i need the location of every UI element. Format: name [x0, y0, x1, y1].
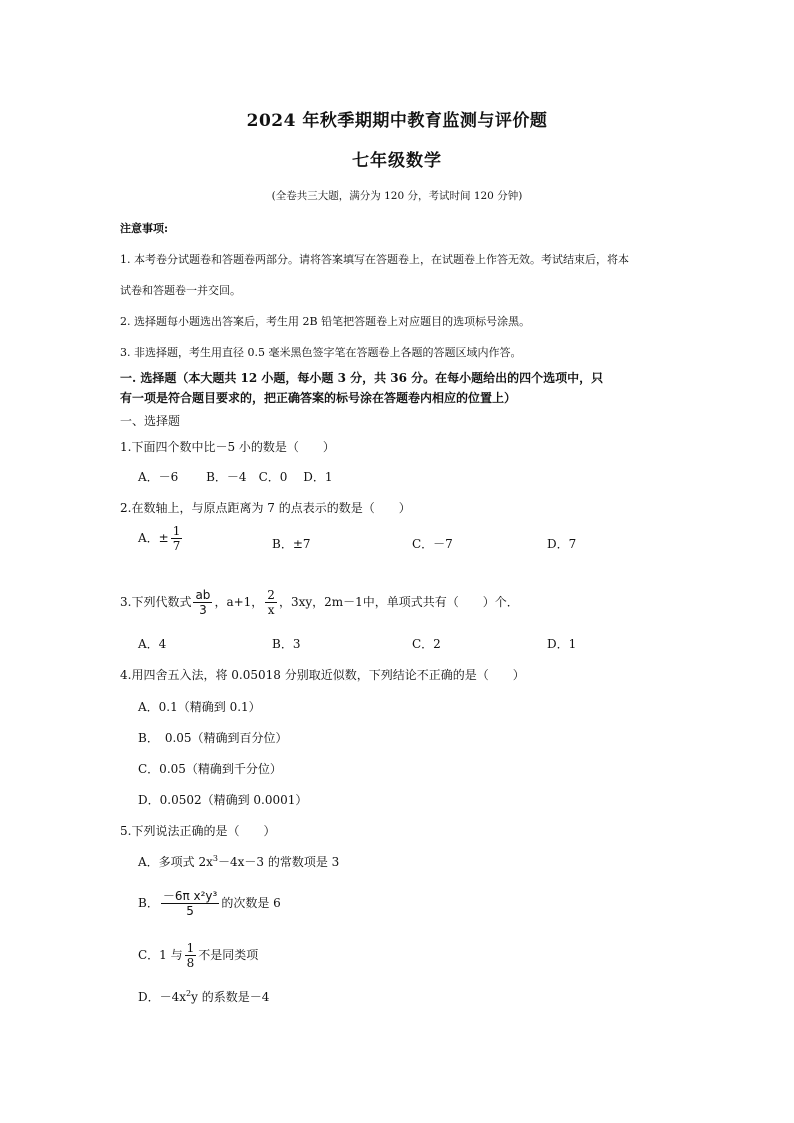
q5-a-post: －4x－3 的常数项是 3: [217, 855, 340, 869]
q5-option-b: [138, 890, 281, 917]
q5-b-pre: B．: [138, 896, 159, 910]
q5-b-post: 的次数是 6: [221, 896, 281, 910]
q2-stem: 2.在数轴上，与原点距离为 7 的点表示的数是（ ）: [120, 501, 411, 515]
q3-f2-numerator: 2: [267, 588, 275, 602]
note-item-3: 3. 非选择题，考生用直径 0.5 毫米黑色签字笔在答题卷上各题的答题区域内作答。: [120, 346, 522, 359]
q3-prefix: 3.下列代数式: [120, 595, 192, 609]
note-item-1-cont: 试卷和答题卷一并交回。: [120, 284, 241, 297]
section-heading-line2: 有一项是符合题目要求的，把正确答案的标号涂在答题卷内相应的位置上）: [120, 391, 517, 405]
q3-f1-denominator: 3: [199, 603, 207, 617]
q2-option-d: D．7: [547, 537, 577, 551]
q3-option-c: C．2: [412, 637, 441, 651]
notes-heading: 注意事项:: [120, 222, 169, 235]
exam-info: (全卷共三大题，满分为 120 分，考试时间 120 分钟): [271, 190, 523, 202]
q3-f2-denominator: x: [267, 603, 275, 617]
q1-options: A．－6 B．－4 C．0 D．1: [138, 470, 333, 484]
q4-option-c: C．0.05（精确到千分位）: [138, 762, 282, 776]
q5-option-a: [138, 853, 339, 870]
q2-a-numerator: 1: [172, 524, 181, 538]
q5-option-d: [138, 988, 269, 1005]
q5-b-numerator: －6π x²y³: [162, 889, 218, 903]
section-subheading: 一、选择题: [120, 414, 181, 428]
q5-d-post: y 的系数是－4: [191, 990, 270, 1004]
q5-c-fraction: [185, 942, 197, 969]
q5-c-denominator: 8: [186, 956, 195, 970]
page-title: 2024 年秋季期期中教育监测与评价题: [246, 111, 548, 131]
q5-d-pre: D．－4x: [138, 990, 187, 1004]
q5-d-exponent: 2: [186, 989, 192, 998]
q4-option-a: A．0.1（精确到 0.1）: [138, 700, 261, 714]
q3-option-a: A．4: [138, 637, 167, 651]
q3-fraction-ab-3: [193, 589, 212, 616]
q5-a-pre: A．多项式 2x: [138, 855, 213, 869]
q5-a-exponent: 3: [212, 854, 218, 863]
q5-c-post: 不是同类项: [198, 948, 259, 962]
section-heading-line1: 一. 选择题（本大题共 12 小题，每小题 3 分，共 36 分。在每小题给出的四个选项中，只: [120, 371, 604, 385]
q5-b-denominator: 5: [186, 904, 194, 918]
q2-option-a-label: A．±: [138, 531, 169, 545]
q5-stem: 5.下列说法正确的是（ ）: [120, 824, 276, 838]
q3-f1-numerator: ab: [195, 588, 211, 602]
q4-option-d: D．0.0502（精确到 0.0001）: [138, 793, 308, 807]
q2-a-denominator: 7: [172, 539, 181, 553]
page-subtitle: 七年级数学: [352, 151, 442, 171]
q2-option-a: [138, 525, 184, 552]
note-item-2: 2. 选择题每小题选出答案后，考生用 2B 铅笔把答题卷上对应题目的选项标号涂黑。: [120, 315, 531, 328]
q2-option-a-fraction: [171, 525, 183, 552]
q3-stem: [120, 589, 519, 616]
q3-option-b: B．3: [272, 637, 301, 651]
q5-c-numerator: 1: [186, 941, 195, 955]
q4-stem: 4.用四舍五入法，将 0.05018 分别取近似数，下列结论不正确的是（ ）: [120, 668, 525, 682]
q3-option-d: D．1: [547, 637, 577, 651]
q3-mid2: ，3xy，2m－1中，单项式共有（ ）个．: [278, 595, 519, 609]
q4-option-b: B． 0.05（精确到百分位）: [138, 731, 288, 745]
q5-c-pre: C．1 与: [138, 948, 183, 962]
note-item-1: 1. 本考卷分试题卷和答题卷两部分。请将答案填写在答题卷上，在试题卷上作答无效。考试结束后，将本: [120, 253, 629, 266]
q5-option-c: [138, 942, 258, 969]
q2-option-c: C．－7: [412, 537, 453, 551]
q3-mid1: ，a+1，: [214, 595, 264, 609]
q2-option-b: B．±7: [272, 537, 311, 551]
q5-b-fraction: [161, 890, 220, 917]
q3-fraction-2-x: [265, 589, 277, 616]
q1-stem: 1.下面四个数中比－5 小的数是（ ）: [120, 440, 335, 454]
